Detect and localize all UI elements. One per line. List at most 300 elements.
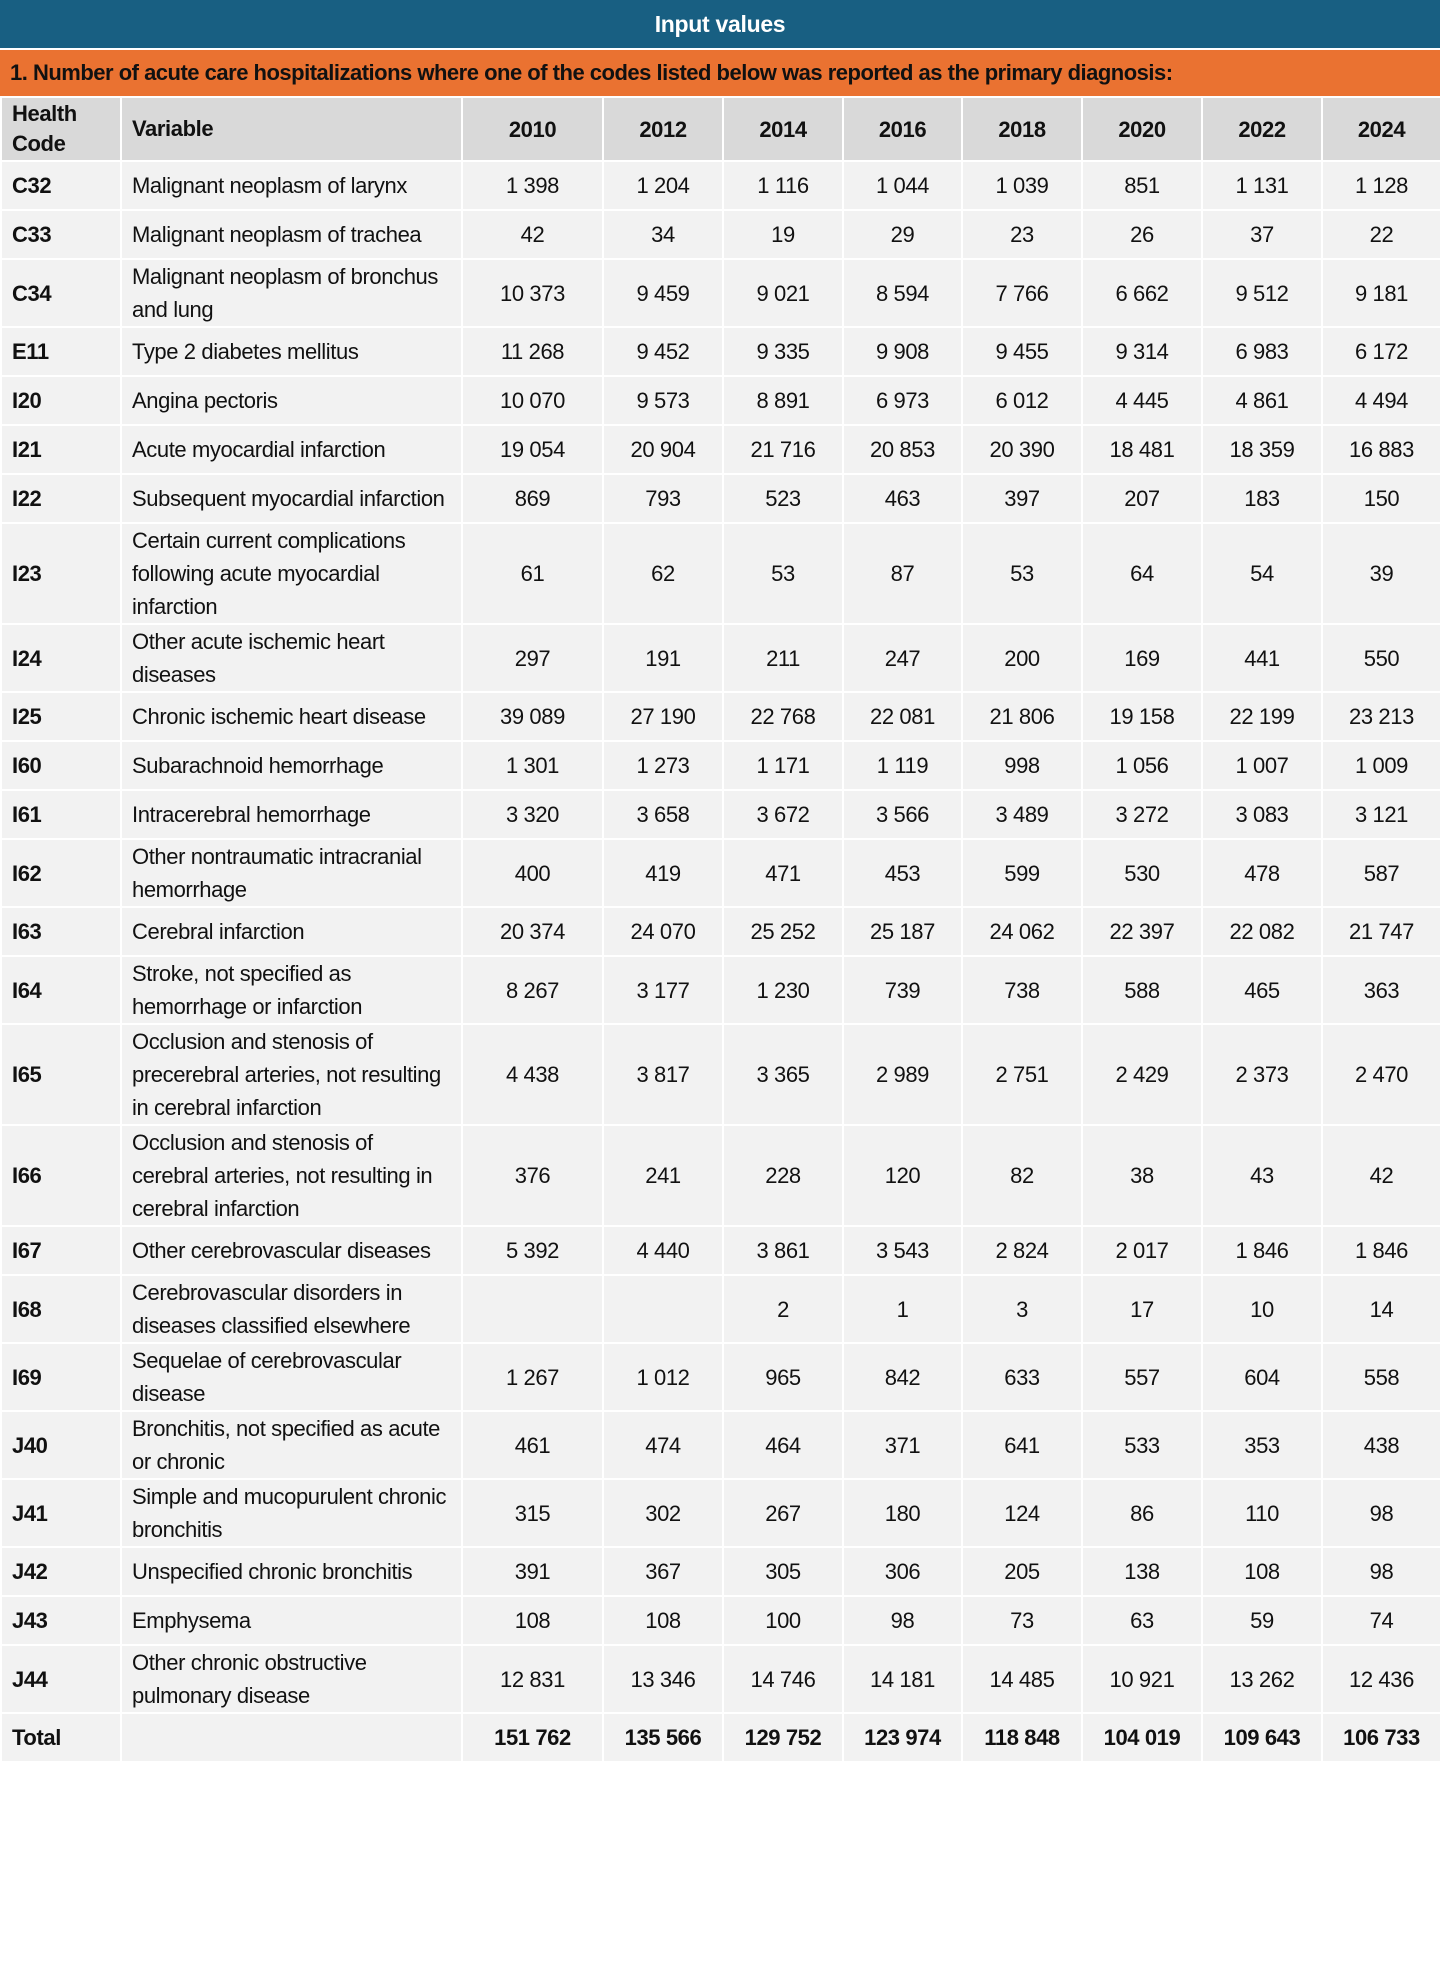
value-cell: 37 [1202,210,1322,259]
value-cell: 22 199 [1202,692,1322,741]
value-cell: 739 [843,956,962,1024]
value-cell: 2 017 [1082,1226,1202,1275]
health-code: I69 [1,1343,121,1411]
value-cell: 1 273 [603,741,723,790]
value-cell: 7 766 [962,259,1082,327]
variable-name: Emphysema [121,1596,462,1645]
value-cell: 3 489 [962,790,1082,839]
value-cell: 9 021 [723,259,843,327]
value-cell: 11 268 [462,327,603,376]
table-row [1,1226,1440,1275]
table-row [1,327,1440,376]
variable-name: Bronchitis, not specified as acute or chronic [121,1411,462,1479]
variable-name: Sequelae of cerebrovascular disease [121,1343,462,1411]
value-cell: 3 [962,1275,1082,1343]
health-code: I20 [1,376,121,425]
value-cell: 100 [723,1596,843,1645]
health-code: I66 [1,1125,121,1226]
value-cell: 558 [1322,1343,1440,1411]
value-cell: 8 891 [723,376,843,425]
variable-name: Cerebrovascular disorders in diseases classified elsewhere [121,1275,462,1343]
value-cell: 464 [723,1411,843,1479]
value-cell: 87 [843,523,962,624]
table-row [1,523,1440,624]
total-value: 135 566 [603,1713,723,1762]
variable-name: Other acute ischemic heart diseases [121,624,462,692]
value-cell: 22 082 [1202,907,1322,956]
value-cell: 108 [1202,1547,1322,1596]
value-cell: 9 573 [603,376,723,425]
value-cell: 1 131 [1202,161,1322,210]
value-cell: 400 [462,839,603,907]
health-code: I62 [1,839,121,907]
value-cell: 633 [962,1343,1082,1411]
value-cell: 1 301 [462,741,603,790]
health-code: E11 [1,327,121,376]
value-cell: 183 [1202,474,1322,523]
value-cell: 461 [462,1411,603,1479]
variable-name: Certain current complications following acute myocardial infarction [121,523,462,624]
health-code: I23 [1,523,121,624]
variable-name: Occlusion and stenosis of cerebral arteries, not resulting in cerebral infarction [121,1125,462,1226]
value-cell: 9 512 [1202,259,1322,327]
value-cell: 26 [1082,210,1202,259]
value-cell: 3 543 [843,1226,962,1275]
value-cell: 9 452 [603,327,723,376]
variable-name: Subarachnoid hemorrhage [121,741,462,790]
value-cell: 533 [1082,1411,1202,1479]
value-cell: 138 [1082,1547,1202,1596]
header-row [1,97,1440,161]
total-value: 118 848 [962,1713,1082,1762]
header-year: 2014 [723,97,843,161]
value-cell: 1 398 [462,161,603,210]
empty-cell [121,1713,462,1762]
value-cell: 2 [723,1275,843,1343]
value-cell: 1 116 [723,161,843,210]
value-cell: 3 861 [723,1226,843,1275]
value-cell: 8 594 [843,259,962,327]
value-cell: 20 390 [962,425,1082,474]
value-cell: 465 [1202,956,1322,1024]
value-cell: 306 [843,1547,962,1596]
value-cell: 98 [1322,1479,1440,1547]
value-cell: 180 [843,1479,962,1547]
value-cell: 205 [962,1547,1082,1596]
value-cell: 13 262 [1202,1645,1322,1713]
value-cell: 4 438 [462,1024,603,1125]
table-row [1,376,1440,425]
value-cell: 10 [1202,1275,1322,1343]
value-cell: 38 [1082,1125,1202,1226]
value-cell: 2 824 [962,1226,1082,1275]
health-code: I25 [1,692,121,741]
value-cell: 22 081 [843,692,962,741]
value-cell: 12 436 [1322,1645,1440,1713]
value-cell: 12 831 [462,1645,603,1713]
value-cell: 241 [603,1125,723,1226]
total-value: 123 974 [843,1713,962,1762]
total-value: 151 762 [462,1713,603,1762]
value-cell: 4 861 [1202,376,1322,425]
value-cell: 228 [723,1125,843,1226]
value-cell: 302 [603,1479,723,1547]
value-cell: 3 672 [723,790,843,839]
value-cell: 557 [1082,1343,1202,1411]
value-cell: 3 658 [603,790,723,839]
table-row [1,1596,1440,1645]
value-cell: 397 [962,474,1082,523]
value-cell: 471 [723,839,843,907]
value-cell: 1 171 [723,741,843,790]
value-cell: 108 [462,1596,603,1645]
value-cell: 14 746 [723,1645,843,1713]
health-code: J42 [1,1547,121,1596]
value-cell: 9 908 [843,327,962,376]
value-cell: 1 056 [1082,741,1202,790]
value-cell: 599 [962,839,1082,907]
value-cell: 27 190 [603,692,723,741]
table-row [1,210,1440,259]
value-cell: 18 481 [1082,425,1202,474]
value-cell: 29 [843,210,962,259]
value-cell: 550 [1322,624,1440,692]
value-cell: 588 [1082,956,1202,1024]
value-cell: 9 455 [962,327,1082,376]
table-row [1,1411,1440,1479]
value-cell: 1 007 [1202,741,1322,790]
health-code: J44 [1,1645,121,1713]
total-value: 129 752 [723,1713,843,1762]
health-code: I64 [1,956,121,1024]
value-cell: 13 346 [603,1645,723,1713]
value-cell [603,1275,723,1343]
header-variable: Variable [121,97,462,161]
value-cell: 478 [1202,839,1322,907]
value-cell: 9 181 [1322,259,1440,327]
value-cell: 851 [1082,161,1202,210]
value-cell: 869 [462,474,603,523]
table-row [1,1343,1440,1411]
health-code: C32 [1,161,121,210]
value-cell: 1 009 [1322,741,1440,790]
value-cell: 8 267 [462,956,603,1024]
value-cell: 3 566 [843,790,962,839]
variable-name: Malignant neoplasm of larynx [121,161,462,210]
header-year: 2018 [962,97,1082,161]
health-code: I67 [1,1226,121,1275]
health-code: J40 [1,1411,121,1479]
value-cell: 441 [1202,624,1322,692]
value-cell: 6 662 [1082,259,1202,327]
value-cell: 22 [1322,210,1440,259]
value-cell: 21 806 [962,692,1082,741]
value-cell: 604 [1202,1343,1322,1411]
table-row [1,1479,1440,1547]
value-cell: 86 [1082,1479,1202,1547]
value-cell: 1 230 [723,956,843,1024]
value-cell: 1 204 [603,161,723,210]
value-cell: 110 [1202,1479,1322,1547]
table-row [1,1125,1440,1226]
table-row [1,790,1440,839]
header-health-code: Health Code [1,97,121,161]
health-code: C34 [1,259,121,327]
table-row [1,692,1440,741]
value-cell: 6 973 [843,376,962,425]
table-row [1,1645,1440,1713]
variable-name: Malignant neoplasm of trachea [121,210,462,259]
value-cell: 18 359 [1202,425,1322,474]
health-code: I24 [1,624,121,692]
value-cell: 120 [843,1125,962,1226]
value-cell: 10 373 [462,259,603,327]
value-cell: 19 158 [1082,692,1202,741]
value-cell: 4 494 [1322,376,1440,425]
value-cell: 353 [1202,1411,1322,1479]
value-cell: 5 392 [462,1226,603,1275]
value-cell: 453 [843,839,962,907]
value-cell: 14 485 [962,1645,1082,1713]
value-cell: 376 [462,1125,603,1226]
value-cell: 150 [1322,474,1440,523]
table-row [1,624,1440,692]
value-cell: 19 [723,210,843,259]
variable-name: Other cerebrovascular diseases [121,1226,462,1275]
header-year: 2016 [843,97,962,161]
value-cell: 1 846 [1322,1226,1440,1275]
value-cell: 53 [723,523,843,624]
value-cell: 2 470 [1322,1024,1440,1125]
value-cell: 4 440 [603,1226,723,1275]
variable-name: Cerebral infarction [121,907,462,956]
value-cell: 297 [462,624,603,692]
value-cell: 64 [1082,523,1202,624]
value-cell: 3 320 [462,790,603,839]
value-cell: 1 044 [843,161,962,210]
table-row [1,474,1440,523]
value-cell: 61 [462,523,603,624]
value-cell: 98 [1322,1547,1440,1596]
value-cell: 124 [962,1479,1082,1547]
value-cell: 207 [1082,474,1202,523]
variable-name: Other chronic obstructive pulmonary disease [121,1645,462,1713]
value-cell: 6 172 [1322,327,1440,376]
header-year: 2012 [603,97,723,161]
value-cell: 1 039 [962,161,1082,210]
table-row [1,1547,1440,1596]
value-cell: 23 213 [1322,692,1440,741]
value-cell: 463 [843,474,962,523]
value-cell: 20 904 [603,425,723,474]
header-year: 2022 [1202,97,1322,161]
value-cell: 191 [603,624,723,692]
value-cell: 20 853 [843,425,962,474]
value-cell: 10 921 [1082,1645,1202,1713]
health-code: J43 [1,1596,121,1645]
value-cell: 391 [462,1547,603,1596]
value-cell: 24 062 [962,907,1082,956]
health-code: J41 [1,1479,121,1547]
value-cell: 9 335 [723,327,843,376]
variable-name: Occlusion and stenosis of precerebral arteries, not resulting in cerebral infarction [121,1024,462,1125]
variable-name: Angina pectoris [121,376,462,425]
value-cell: 82 [962,1125,1082,1226]
value-cell: 3 272 [1082,790,1202,839]
value-cell: 371 [843,1411,962,1479]
table-row [1,425,1440,474]
variable-name: Subsequent myocardial infarction [121,474,462,523]
value-cell: 1 [843,1275,962,1343]
total-value: 109 643 [1202,1713,1322,1762]
variable-name: Malignant neoplasm of bronchus and lung [121,259,462,327]
value-cell: 3 121 [1322,790,1440,839]
value-cell: 23 [962,210,1082,259]
variable-name: Chronic ischemic heart disease [121,692,462,741]
value-cell: 25 187 [843,907,962,956]
value-cell: 43 [1202,1125,1322,1226]
health-code: I65 [1,1024,121,1125]
table-row [1,1024,1440,1125]
value-cell: 20 374 [462,907,603,956]
value-cell: 62 [603,523,723,624]
value-cell: 16 883 [1322,425,1440,474]
value-cell: 53 [962,523,1082,624]
variable-name: Acute myocardial infarction [121,425,462,474]
value-cell: 523 [723,474,843,523]
header-year: 2024 [1322,97,1440,161]
value-cell: 3 083 [1202,790,1322,839]
header-year: 2010 [462,97,603,161]
value-cell: 1 012 [603,1343,723,1411]
value-cell [462,1275,603,1343]
value-cell: 3 817 [603,1024,723,1125]
value-cell: 1 128 [1322,161,1440,210]
table-row [1,907,1440,956]
header-year: 2020 [1082,97,1202,161]
value-cell: 2 429 [1082,1024,1202,1125]
data-table [0,96,1440,1763]
value-cell: 2 751 [962,1024,1082,1125]
health-code: I68 [1,1275,121,1343]
value-cell: 14 181 [843,1645,962,1713]
value-cell: 9 459 [603,259,723,327]
value-cell: 530 [1082,839,1202,907]
value-cell: 24 070 [603,907,723,956]
table-row [1,741,1440,790]
value-cell: 14 [1322,1275,1440,1343]
value-cell: 39 089 [462,692,603,741]
value-cell: 22 768 [723,692,843,741]
value-cell: 1 119 [843,741,962,790]
value-cell: 42 [1322,1125,1440,1226]
value-cell: 793 [603,474,723,523]
value-cell: 363 [1322,956,1440,1024]
page-title: Input values [0,0,1440,48]
value-cell: 6 012 [962,376,1082,425]
health-code: I60 [1,741,121,790]
value-cell: 17 [1082,1275,1202,1343]
value-cell: 200 [962,624,1082,692]
variable-name: Unspecified chronic bronchitis [121,1547,462,1596]
value-cell: 3 177 [603,956,723,1024]
value-cell: 1 267 [462,1343,603,1411]
value-cell: 3 365 [723,1024,843,1125]
health-code: I63 [1,907,121,956]
value-cell: 267 [723,1479,843,1547]
value-cell: 419 [603,839,723,907]
value-cell: 474 [603,1411,723,1479]
value-cell: 998 [962,741,1082,790]
value-cell: 10 070 [462,376,603,425]
value-cell: 21 716 [723,425,843,474]
value-cell: 39 [1322,523,1440,624]
value-cell: 587 [1322,839,1440,907]
value-cell: 6 983 [1202,327,1322,376]
value-cell: 305 [723,1547,843,1596]
value-cell: 367 [603,1547,723,1596]
value-cell: 9 314 [1082,327,1202,376]
value-cell: 2 989 [843,1024,962,1125]
value-cell: 438 [1322,1411,1440,1479]
table-row [1,956,1440,1024]
value-cell: 738 [962,956,1082,1024]
total-value: 106 733 [1322,1713,1440,1762]
value-cell: 1 846 [1202,1226,1322,1275]
value-cell: 22 397 [1082,907,1202,956]
variable-name: Simple and mucopurulent chronic bronchitis [121,1479,462,1547]
health-code: C33 [1,210,121,259]
total-label: Total [1,1713,121,1762]
total-value: 104 019 [1082,1713,1202,1762]
value-cell: 4 445 [1082,376,1202,425]
table-row [1,1275,1440,1343]
value-cell: 98 [843,1596,962,1645]
table-row [1,839,1440,907]
value-cell: 59 [1202,1596,1322,1645]
variable-name: Intracerebral hemorrhage [121,790,462,839]
health-code: I61 [1,790,121,839]
table-row [1,259,1440,327]
value-cell: 63 [1082,1596,1202,1645]
value-cell: 74 [1322,1596,1440,1645]
value-cell: 73 [962,1596,1082,1645]
value-cell: 34 [603,210,723,259]
value-cell: 965 [723,1343,843,1411]
value-cell: 54 [1202,523,1322,624]
value-cell: 247 [843,624,962,692]
value-cell: 169 [1082,624,1202,692]
variable-name: Type 2 diabetes mellitus [121,327,462,376]
value-cell: 2 373 [1202,1024,1322,1125]
value-cell: 25 252 [723,907,843,956]
health-code: I22 [1,474,121,523]
value-cell: 315 [462,1479,603,1547]
section-title: 1. Number of acute care hospitalizations where one of the codes listed below was reported as the primary diagnosis: [0,48,1440,96]
value-cell: 842 [843,1343,962,1411]
health-code: I21 [1,425,121,474]
value-cell: 19 054 [462,425,603,474]
total-row [1,1713,1440,1762]
value-cell: 42 [462,210,603,259]
variable-name: Stroke, not specified as hemorrhage or infarction [121,956,462,1024]
variable-name: Other nontraumatic intracranial hemorrhage [121,839,462,907]
value-cell: 108 [603,1596,723,1645]
table-row [1,161,1440,210]
value-cell: 21 747 [1322,907,1440,956]
value-cell: 211 [723,624,843,692]
value-cell: 641 [962,1411,1082,1479]
